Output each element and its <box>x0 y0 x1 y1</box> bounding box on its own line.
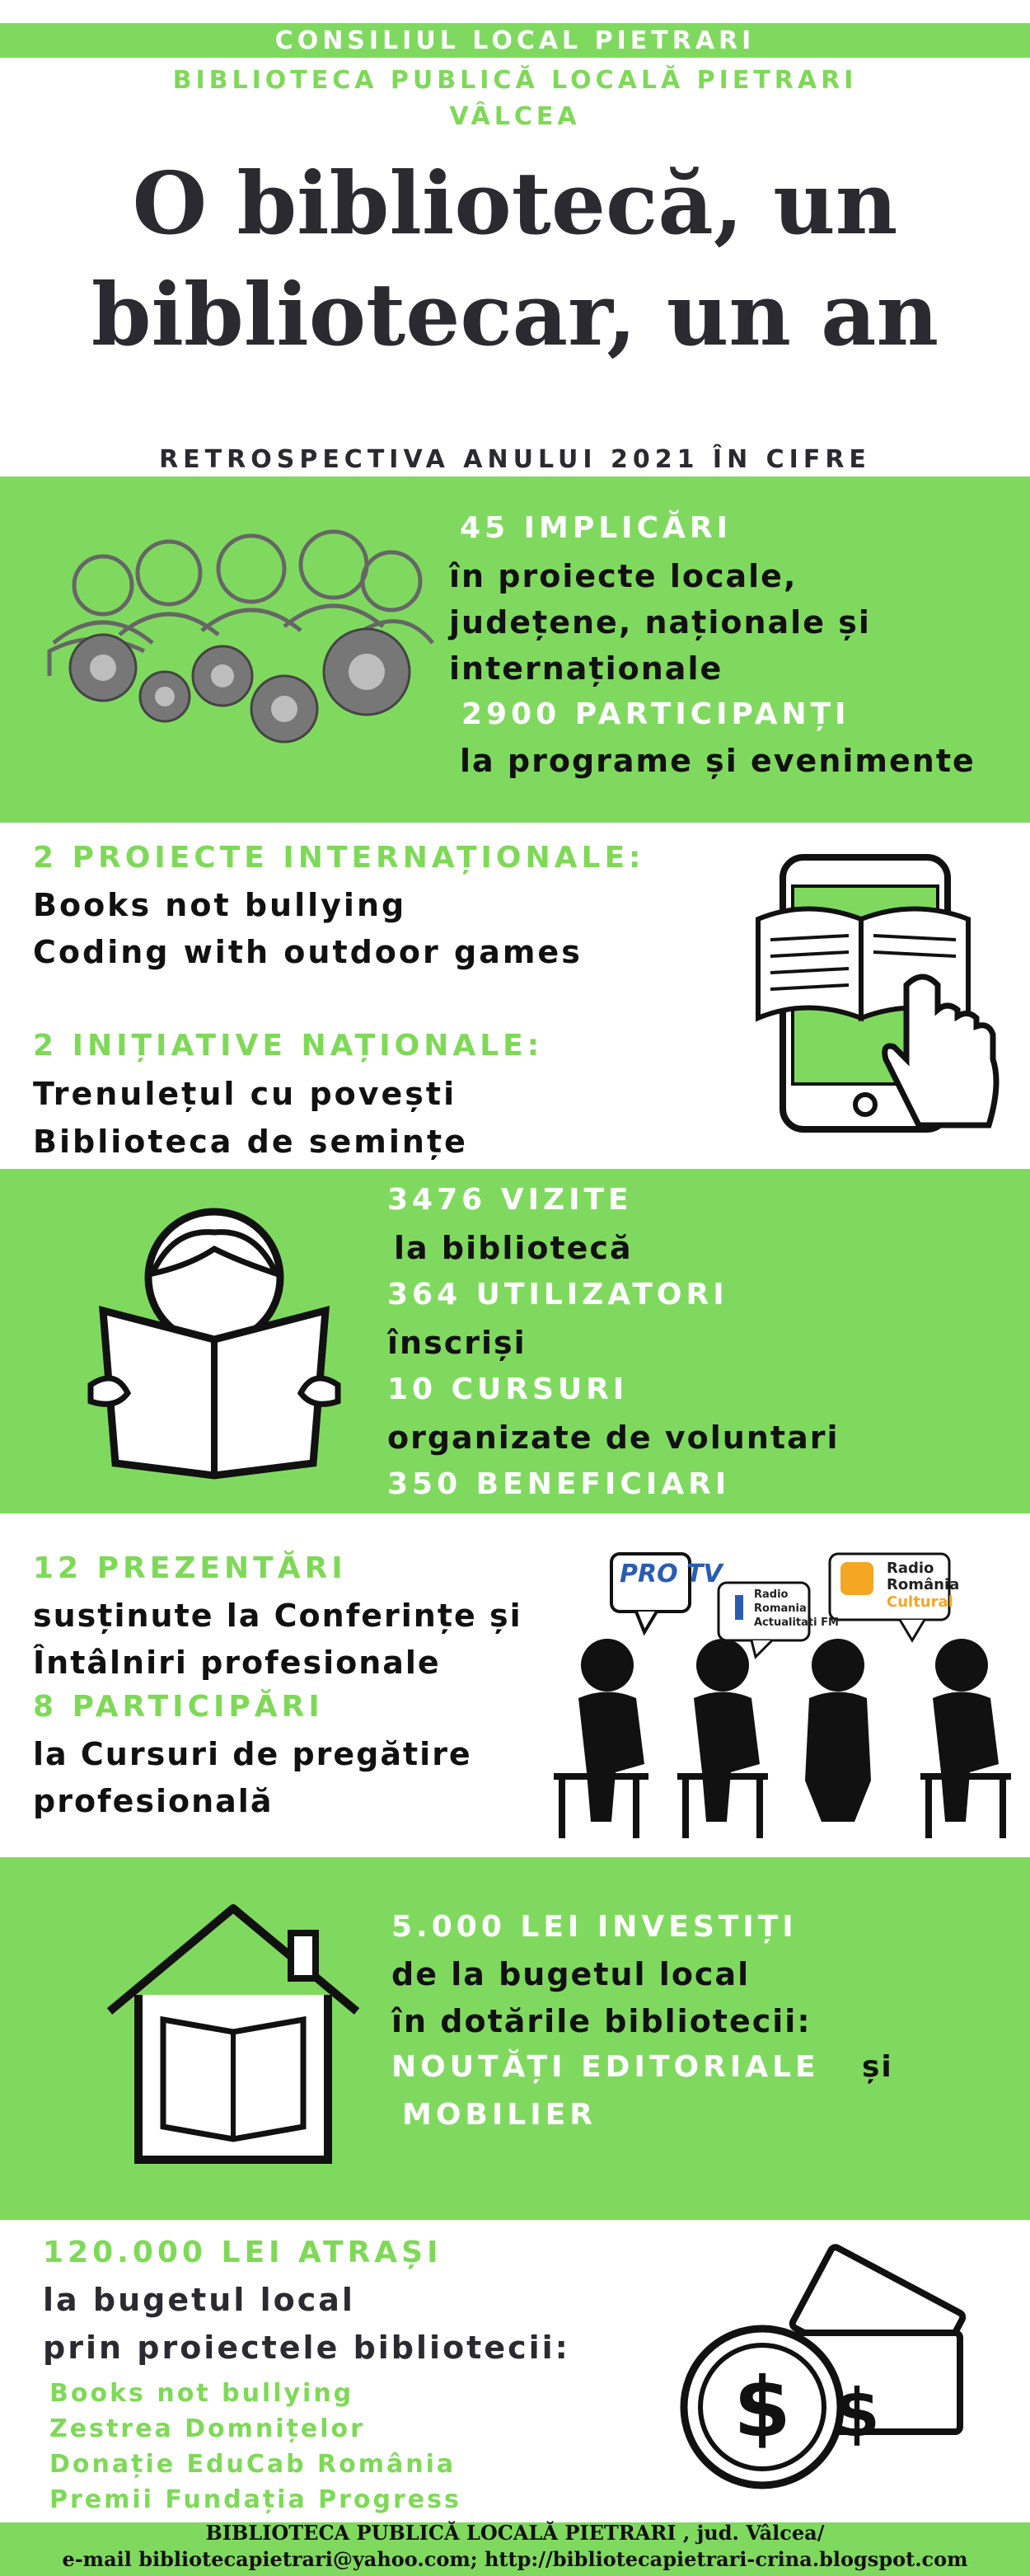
council-name: CONSILIUL LOCAL PIETRARI <box>274 26 756 55</box>
investment-desc-2: în dotările bibliotecii: <box>391 2003 812 2039</box>
presentations-desc-1: susținute la Conferințe și <box>33 1598 522 1634</box>
attracted-amount: 120.000 LEI ATRAȘI <box>43 2236 442 2269</box>
logo-radio-cultura-1: Radio <box>887 1560 934 1577</box>
page-title-line2: bibliotecar, un an <box>91 264 939 365</box>
visits-count: 3476 VIZITE <box>387 1183 633 1217</box>
investment-desc-1: de la bugetul local <box>391 1956 751 1992</box>
footer-address: BIBLIOTECA PUBLICĂ LOCALĂ PIETRARI , jud. Vâlcea/ <box>205 2521 825 2545</box>
logo-radio-romania-3: Actualitati FM <box>754 1616 839 1629</box>
trainings-desc-1: la Cursuri de pregătire <box>33 1736 472 1772</box>
users-count: 364 UTILIZATORI <box>387 1278 728 1311</box>
tablet-book-icon <box>742 853 1005 1138</box>
money-icon <box>680 2250 964 2506</box>
attracted-desc-1: la bugetul local <box>43 2282 355 2318</box>
participants-desc: la programe și evenimente <box>460 743 976 779</box>
investment-and: și <box>862 2050 893 2084</box>
involvements-desc-3: internaționale <box>449 650 723 687</box>
presentations-desc-2: Întâlniri profesionale <box>33 1645 441 1681</box>
participants-count: 2900 PARTICIPANȚI <box>461 697 850 731</box>
attracted-project-4: Premii Fundația Progress <box>49 2485 461 2514</box>
courses-desc: organizate de voluntari <box>387 1419 840 1456</box>
footer-contact: e-mail bibliotecapietrari@yahoo.com; http://bibliotecapietrari-crina.blogspot.com <box>62 2547 968 2571</box>
involvements-count: 45 IMPLICĂRI <box>460 511 732 545</box>
intl-project-2: Coding with outdoor games <box>33 934 583 970</box>
attracted-project-1: Books not bullying <box>49 2379 354 2408</box>
presentations-count: 12 PREZENTĂRI <box>33 1551 347 1585</box>
investment-amount: 5.000 LEI INVESTIȚI <box>391 1910 798 1944</box>
investment-item-2: MOBILIER <box>402 2098 597 2132</box>
logo-radio-cultura-3: Cultural <box>887 1593 953 1611</box>
logo-radio-romania-2: Romania <box>754 1602 807 1615</box>
library-name: BIBLIOTECA PUBLICĂ LOCALĂ PIETRARI <box>172 66 858 95</box>
users-desc: înscriși <box>387 1325 527 1361</box>
involvements-desc-1: în proiecte locale, <box>449 558 798 594</box>
svg-text:$: $ <box>834 2375 880 2452</box>
beneficiaries-count: 350 BENEFICIARI <box>387 1467 731 1501</box>
house-book-icon <box>97 1900 369 2172</box>
involvements-desc-2: județene, naționale și <box>449 604 871 640</box>
logo-radio-cultura-2: România <box>887 1576 960 1593</box>
investment-item-1: NOUTĂȚI EDITORIALE <box>391 2050 820 2084</box>
intl-project-1: Books not bullying <box>33 887 407 923</box>
logo-radio-romania-1: Radio <box>754 1588 789 1601</box>
national-initiative-1: Trenulețul cu povești <box>33 1076 457 1112</box>
attracted-project-2: Zestrea Domnițelor <box>49 2414 365 2443</box>
visits-desc: la bibliotecă <box>394 1230 633 1266</box>
national-initiatives-heading: 2 INIȚIATIVE NAȚIONALE: <box>33 1029 544 1063</box>
subtitle: RETROSPECTIVA ANULUI 2021 ÎN CIFRE <box>159 445 871 474</box>
trainings-count: 8 PARTICIPĂRI <box>33 1690 324 1724</box>
courses-count: 10 CURSURI <box>387 1372 629 1406</box>
page-title-line1: O bibliotecă, un <box>132 152 898 254</box>
attracted-project-3: Donație EduCab România <box>49 2450 456 2479</box>
national-initiative-2: Biblioteca de semințe <box>33 1124 468 1160</box>
attracted-desc-2: prin proiectele bibliotecii: <box>43 2330 570 2366</box>
svg-text:$: $ <box>733 2359 791 2456</box>
team-gears-icon <box>45 528 441 767</box>
intl-projects-heading: 2 PROIECTE INTERNAȚIONALE: <box>33 841 645 875</box>
library-county: VÂLCEA <box>449 102 581 131</box>
logo-protv: PRO TV <box>620 1560 723 1588</box>
reader-icon <box>91 1204 338 1476</box>
trainings-desc-2: profesională <box>33 1783 274 1819</box>
